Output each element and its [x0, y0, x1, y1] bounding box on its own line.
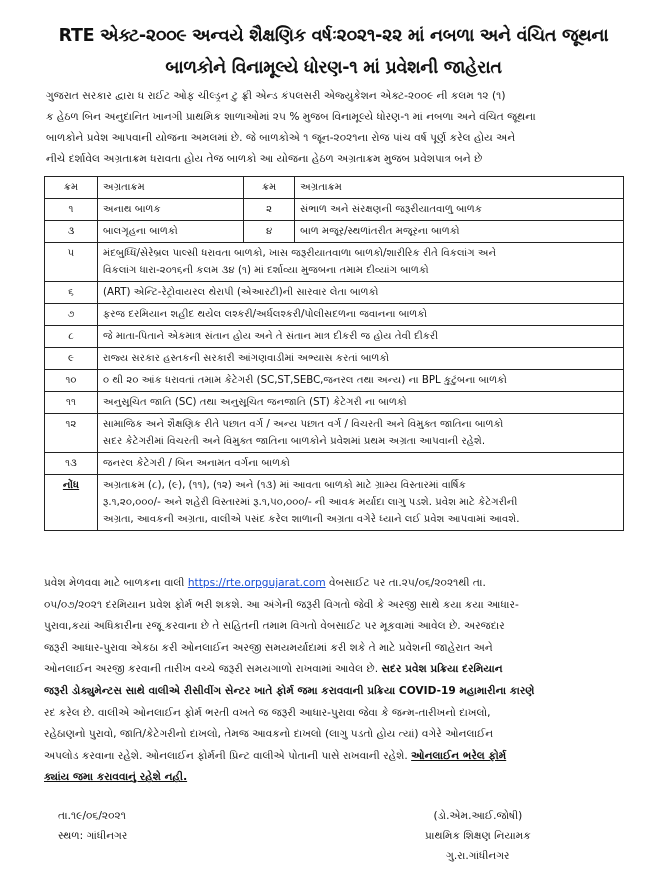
table-row: [45, 453, 624, 475]
row-label-line: સદર કેટેગરીમાં વિચરતી અને વિમુક્ત જાતિના બાળકોને પ્રવેશમાં પ્રથમ અગ્રતા આપવાની રહેશે.: [103, 436, 486, 447]
header-label-1: અગ્રતાક્રમ: [98, 177, 244, 199]
row-label: બાળ મજૂર/સ્થળાંતરીત મજૂરના બાળકો: [295, 221, 624, 243]
intro-paragraph: [46, 86, 622, 170]
row-num: ૧૦: [45, 370, 98, 392]
table-row: [45, 348, 624, 370]
para-bold-text: સદર પ્રવેશ પ્રક્રિયા દરમિયાન: [381, 663, 503, 676]
intro-line: ક હેઠળ બિન અનુદાનિત ખાનગી પ્રાથમિક શાળાઓમાં ૨૫ % મુજબ વિનામૂલ્યે ધોરણ-૧ માં નબળા અને વંચિત જૂથના: [46, 111, 536, 123]
para-text: પ્રવેશ મેળવવા માટે બાળકના વાલી: [44, 577, 185, 589]
para-line: જરૂરી ડોક્યુમેન્ટસ સાથે વાલીએ રીસીવીંગ સેન્ટર ખાતે ફોર્મ જમા કરાવવાની પ્રક્રિયા COVID-19 મહામારીના કારણે: [44, 684, 535, 697]
row-label: ૦ થી ૨૦ આંક ધરાવતાં તમામ કેટેગરી (SC,ST,SEBC,જનરલ તથા અન્ય) ના BPL કુટુંબના બાળકો: [98, 370, 624, 392]
title-line-1: RTE એક્ટ-૨૦૦૯ અન્વયે શૈક્ષણિક વર્ષઃ૨૦૨૧-૨૨ માં નબળા અને વંચિત જૂથના: [58, 26, 609, 46]
para-line: રદ કરેલ છે. વાલીએ ઓનલાઈન ફોર્મ ભરતી વખતે જ જરૂરી આધાર-પુરાવા જેવા કે જન્મ-તારીખનો દાખલો,: [44, 706, 491, 719]
row-label: જે માતા-પિતાને એકમાત્ર સંતાન હોય અને તે સંતાન માત્ર દીકરી જ હોય તેવી દીકરી: [98, 326, 624, 348]
table-row: [45, 414, 624, 453]
row-label: ફરજ દરમિયાન શહીદ થયેલ લશ્કરી/અર્ધલશ્કરી/પોલીસદળના જવાનના બાળકો: [98, 304, 624, 326]
row-label-line: મંદબુધ્ધિ/સેરેબ્રલ પાલ્સી ધરાવતા બાળકો, ખાસ જરૂરીયાતવાળા બાળકો/શારીરિક રીતે વિકલાંગ અને: [103, 248, 497, 259]
intro-line: ગુજરાત સરકાર દ્વારા ધ રાઈટ ઓફ ચીલ્ડ્રન ટુ ફ્રી એન્ડ કંપલસરી એજ્યુકેશન એક્ટ-૨૦૦૯ ની કલમ ૧૨ (૧): [46, 90, 506, 102]
table-row: [45, 282, 624, 304]
para-line: [44, 746, 629, 768]
row-num: ૯: [45, 348, 98, 370]
note-text: [98, 475, 624, 531]
row-label: બાલગૃહના બાળકો: [98, 221, 244, 243]
row-num: ૧૨: [45, 414, 98, 453]
table-row: [45, 243, 624, 282]
table-row: [45, 370, 624, 392]
notice-place: સ્થળ: ગાંધીનગર: [58, 830, 128, 842]
row-label: અનાથ બાળક: [98, 199, 244, 221]
row-label: સંભાળ અને સંરક્ષણની જરૂરીયાતવાળુ બાળક: [295, 199, 624, 221]
para-text: અપલોડ કરવાના રહેશે. ઓનલાઈન ફોર્મની પ્રિન્ટ વાલીએ પોતાની પાસે રાખવાની રહેશે.: [44, 749, 408, 762]
para-text: વેબસાઈટ પર તા.૨૫/૦૬/૨૦૨૧થી તા.: [329, 577, 486, 589]
website-link[interactable]: https://rte.orpgujarat.com: [187, 577, 326, 589]
row-num: ૩: [45, 221, 98, 243]
signatory-designation: પ્રાથમિક શિક્ષણ નિયામક: [425, 830, 531, 842]
note-line: અગ્રતાક્રમ (૮), (૯), (૧૧), (૧૨) અને (૧૩) માં આવતા બાળકો માટે ગ્રામ્ય વિસ્તારમાં વાર્ષિક: [103, 480, 466, 491]
instructions-paragraph: [44, 573, 629, 789]
header-num-2: ક્રમ: [244, 177, 295, 199]
note-label: નોંધ: [45, 475, 98, 531]
row-num: ૬: [45, 282, 98, 304]
table-row: [45, 392, 624, 414]
title-line-2: બાળકોને વિનામૂલ્યે ધોરણ-૧ માં પ્રવેશની જાહેરાત: [165, 58, 502, 78]
row-label: [98, 243, 624, 282]
row-label: [98, 414, 624, 453]
row-label: રાજ્ય સરકાર હસ્તકની સરકારી આંગણવાડીમાં અભ્યાસ કરતાં બાળકો: [98, 348, 624, 370]
table-row: [45, 221, 624, 243]
priority-table: [44, 176, 624, 531]
intro-line: બાળકોને પ્રવેશ આપવાની યોજના અમલમાં છે. જે બાળકોએ ૧ જૂન-૨૦૨૧ના રોજ પાંચ વર્ષ પૂર્ણ કરેલ હોય અને: [46, 132, 516, 144]
para-line: પુરાવા,કયાં અધિકારીના રજૂ કરવાના છે તે સહિતની તમામ વિગતો વેબસાઈટ પર મૂકવામાં આવેલ છે. અરજદાર: [44, 620, 505, 633]
row-num: ૧૧: [45, 392, 98, 414]
header-num-1: ક્રમ: [45, 177, 98, 199]
signatory-office: ગુ.રા.ગાંધીનગર: [446, 850, 510, 862]
para-line: [44, 573, 629, 595]
row-num: ૧: [45, 199, 98, 221]
row-num: ૨: [244, 199, 295, 221]
date-place-block: [58, 806, 127, 846]
page-title: [40, 20, 627, 84]
row-num: ૮: [45, 326, 98, 348]
row-num: ૪: [244, 221, 295, 243]
notice-date: તા.૧૯/૦૬/૨૦૨૧: [58, 810, 126, 822]
note-line: રૂ.૧,૨૦,૦૦૦/- અને શહેરી વિસ્તારમાં રૂ.૧,૫૦,૦૦૦/- ની આવક મર્યાદા લાગુ પડશે. પ્રવેશ માટે કેટેગરીની: [103, 497, 518, 508]
para-line: જરૂરી આધાર-પુરાવા એકઠા કરી ઓનલાઈન અરજી સમયમર્યાદામાં કરી શકે તે માટે પ્રવેશની જાહેરાત અને: [44, 641, 493, 654]
intro-line: નીચે દર્શાવેલ અગ્રતાક્રમ ધરાવતા હોય તેજ બાળકો આ યોજના હેઠળ અગ્રતાક્રમ મુજબ પ્રવેશપાત્ર બને છે: [46, 153, 483, 165]
row-num: ૭: [45, 304, 98, 326]
row-label-line: સામાજિક અને શૈક્ષણિક રીતે પછાત વર્ગ / અન્ય પછાત વર્ગ / વિચરતી અને વિમુક્ત જાતિના બાળકો: [103, 419, 504, 430]
para-text: ઓનલાઈન અરજી કરવાની તારીખ વચ્ચે જરૂરી સમયગાળો રાખવામાં આવેલ છે.: [44, 663, 379, 676]
para-emphasis-line: ક્યાંય જમા કરાવવાનું રહેશે નહી.: [44, 771, 188, 784]
para-emphasis-text: ઓનલાઈન ભરેલ ફોર્મ: [411, 749, 507, 762]
header-label-2: અગ્રતાક્રમ: [295, 177, 624, 199]
row-label-line: વિકલાંગ ધારા-૨૦૧૬ની કલમ ૩૪ (૧) માં દર્શાવ્યા મુજબના તમામ દીવ્યાંગ બાળકો: [103, 265, 429, 276]
note-line: અગ્રતા, આવકની અગ્રતા, વાલીએ પસંદ કરેલ શાળાની અગ્રતા વગેરે ધ્યાને લઈ પ્રવેશ આપવામાં આવશે.: [103, 514, 520, 525]
table-row: [45, 199, 624, 221]
para-line: [44, 659, 629, 681]
row-label: જનરલ કેટેગરી / બિન અનામત વર્ગના બાળકો: [98, 453, 624, 475]
table-header-row: [45, 177, 624, 199]
table-row: [45, 304, 624, 326]
para-line: રહેઠાણનો પુરાવો, જાતિ/કેટેગરીનો દાખલો, તેમજ આવકનો દાખલો (લાગુ પડતો હોય ત્યાં) વગેરે ઓનલાઈન: [44, 728, 494, 741]
row-num: ૧૩: [45, 453, 98, 475]
para-line: ૦૫/૦૭/૨૦૨૧ દરમિયાન પ્રવેશ ફોર્મ ભરી શકશે. આ અંગેની જરૂરી વિગતો જેવી કે અરજી સાથે કયા કયા આધાર-: [44, 598, 519, 611]
table-row: [45, 326, 624, 348]
row-num: ૫: [45, 243, 98, 282]
note-row: [45, 475, 624, 531]
signatory-name: (ડો.એમ.આઈ.જોષી): [433, 810, 523, 822]
row-label: અનુસૂચિત જાતિ (SC) તથા અનુસૂચિત જનજાતિ (ST) કેટેગરી ના બાળકો: [98, 392, 624, 414]
signature-block: [425, 806, 531, 866]
row-label: (ART) એન્ટિ-રેટ્રોવાયરલ થેરાપી (એઆરટી)ની સારવાર લેતા બાળકો: [98, 282, 624, 304]
